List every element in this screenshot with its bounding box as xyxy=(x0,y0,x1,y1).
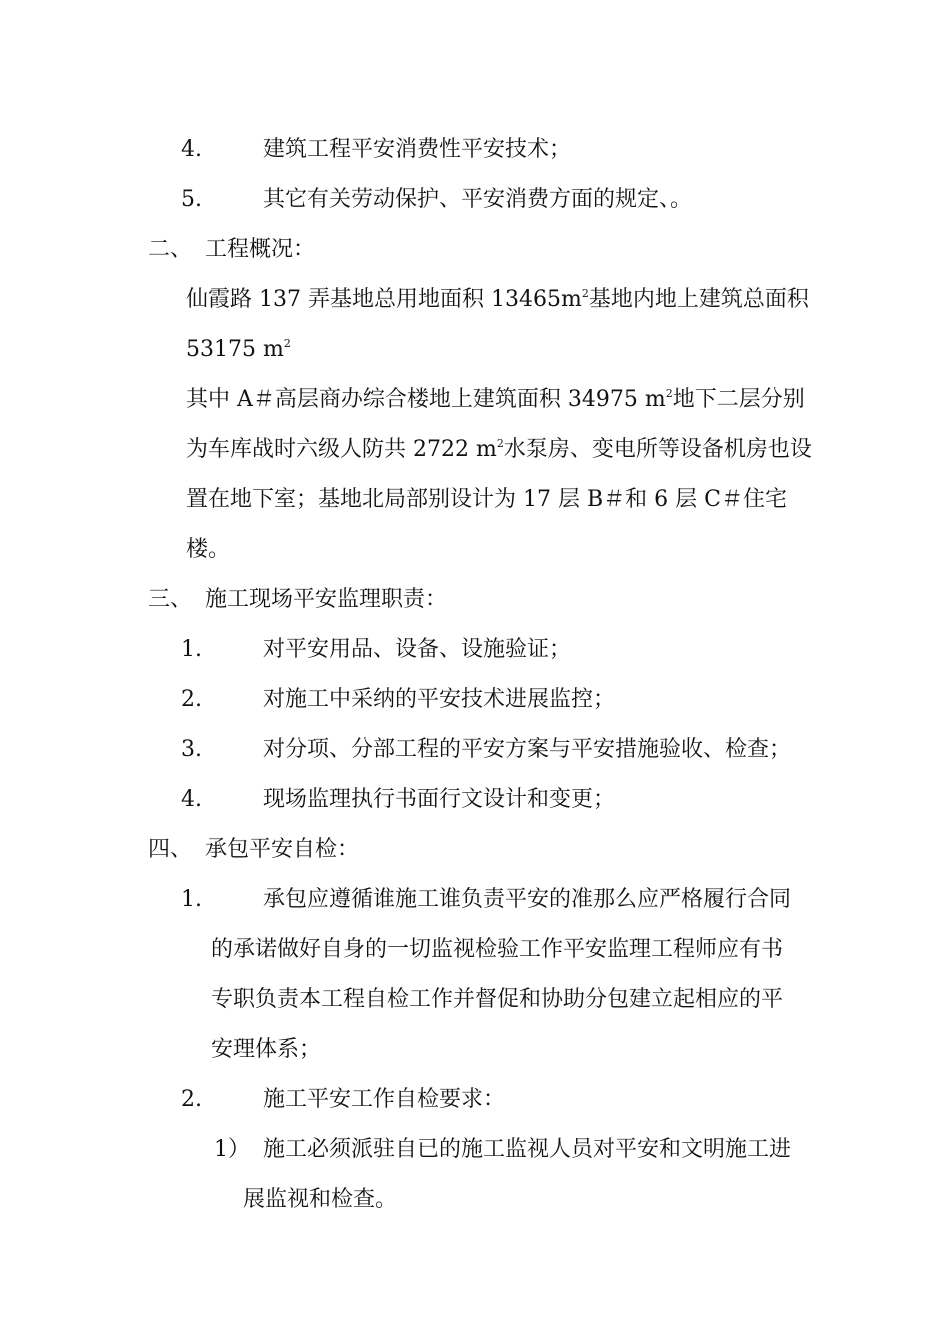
list-number: 1. xyxy=(181,637,202,662)
list-item-text: 对平安用品、设备、设施验证； xyxy=(263,637,572,662)
list-item-text: 现场监理执行书面行文设计和变更； xyxy=(263,787,616,812)
list-number: 1. xyxy=(181,887,202,912)
list-item-text: 对施工中采纳的平安技术进展监控； xyxy=(263,687,616,712)
paragraph-line: 仙霞路 137 弄基地总用地面积 $13465m^2$基地内地上建筑总面积 xyxy=(186,287,809,312)
list-item-text: 施工平安工作自检要求： xyxy=(263,1087,506,1112)
paragraph-line: 置在地下室；基地北局部别设计为 17 层 B＃和 6 层 C＃住宅 xyxy=(186,487,787,512)
list-number: 2. xyxy=(181,687,202,712)
section-heading: 承包平安自检： xyxy=(205,837,360,862)
list-item-text: 安理体系； xyxy=(211,1037,322,1062)
list-item-text: 对分项、分部工程的平安方案与平安措施验收、检查； xyxy=(263,737,792,762)
list-item-text: 的承诺做好自身的一切监视检验工作平安监理工程师应有书 xyxy=(211,937,784,962)
sublist-item-text: 展监视和检查。 xyxy=(243,1187,398,1212)
paragraph-line: 53175 $m^2$ xyxy=(186,337,291,362)
sublist-item-text: 施工必须派驻自已的施工监视人员对平安和文明施工进 xyxy=(263,1137,792,1162)
list-number: 5. xyxy=(181,187,202,212)
section-heading: 施工现场平安监理职责： xyxy=(205,587,448,612)
list-number: 2. xyxy=(181,1087,202,1112)
sublist-number: 1） xyxy=(214,1137,250,1162)
list-number: 3. xyxy=(181,737,202,762)
paragraph-line: 为车库战时六级人防共 2722 $m^2$水泵房、变电所等设备机房也设 xyxy=(186,437,812,462)
paragraph-line: 楼。 xyxy=(186,537,231,562)
section-number: 二、 xyxy=(148,237,193,262)
list-number: 4. xyxy=(181,137,202,162)
list-item-text: 承包应遵循谁施工谁负责平安的准那么应严格履行合同 xyxy=(263,887,792,912)
paragraph-line: 其中 A＃高层商办综合楼地上建筑面积 34975 $m^2$地下二层分别 xyxy=(186,387,805,412)
list-number: 4. xyxy=(181,787,202,812)
section-number: 四、 xyxy=(148,837,193,862)
section-heading: 工程概况： xyxy=(205,237,316,262)
section-number: 三、 xyxy=(148,587,193,612)
list-item-text: 其它有关劳动保护、平安消费方面的规定、。 xyxy=(263,187,693,212)
list-item-text: 专职负责本工程自检工作并督促和协助分包建立起相应的平 xyxy=(211,987,784,1012)
list-item-text: 建筑工程平安消费性平安技术； xyxy=(263,137,572,162)
